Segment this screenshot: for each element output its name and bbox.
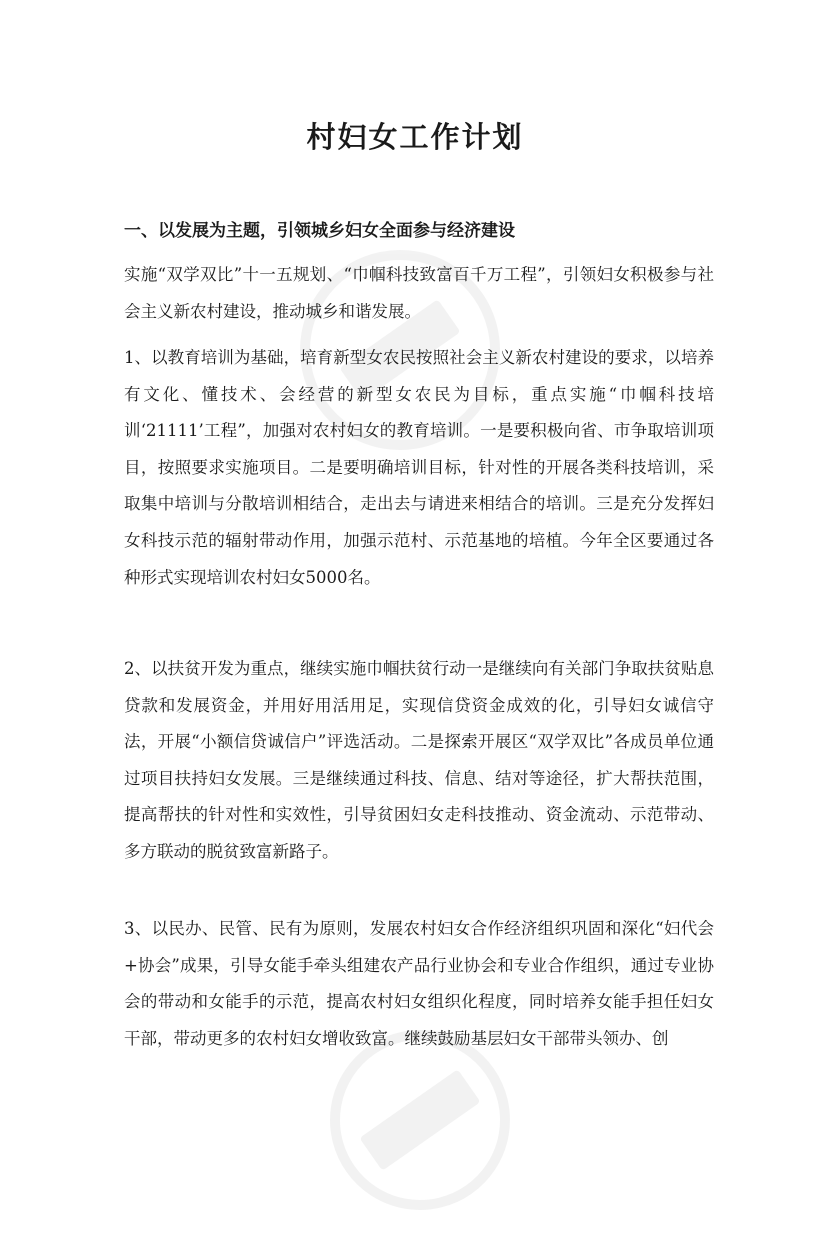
paragraph: 2、以扶贫开发为重点，继续实施巾帼扶贫行动一是继续向有关部门争取扶贫贴息贷款和发展资金，并用好用活用足，实现信贷资金成效的化，引导妇女诚信守法，开展“小额信贷诚信户”评选活动。二是探索开展区“双学双比”各成员单位通过项目扶持妇女发展。三是继续通过科技、信息、结对等途径，扩大帮扶范围，提高帮扶的针对性和实效性，引导贫困妇女走科技推动、资金流动、示范带动、多方联动的脱贫致富新路子。 [124, 659, 714, 861]
paragraph: 实施“双学双比”十一五规划、“巾帼科技致富百千万工程”，引领妇女积极参与社会主义新农村建设，推动城乡和谐发展。 [124, 265, 714, 321]
paragraph: 3、以民办、民管、民有为原则，发展农村妇女合作经济组织巩固和深化“妇代会+协会”成果，引导女能手牵头组建农产品行业协会和专业合作组织，通过专业协会的带动和女能手的示范，提高农村妇女组织化程度，同时培养女能手担任妇女干部，带动更多的农村妇女增收致富。继续鼓励基层妇女干部带头领办、创 [124, 919, 714, 1048]
page-title: 村妇女工作计划 [306, 120, 524, 154]
paragraph: 1、以教育培训为基础，培育新型女农民按照社会主义新农村建设的要求，以培养有文化、懂技术、会经营的新型女农民为目标，重点实施“巾帼科技培训‘21111’工程”，加强对农村妇女的教育培训。一是要积极向省、市争取培训项目，按照要求实施项目。二是要明确培训目标，针对性的开展各类科技培训，采取集中培训与分散培训相结合，走出去与请进来相结合的培训。三是充分发挥妇女科技示范的辐射带动作用，加强示范村、示范基地的培植。今年全区要通过各种形式实现培训农村妇女5000名。 [124, 348, 714, 587]
section-heading: 一、以发展为主题，引领城乡妇女全面参与经济建设 [124, 221, 515, 241]
